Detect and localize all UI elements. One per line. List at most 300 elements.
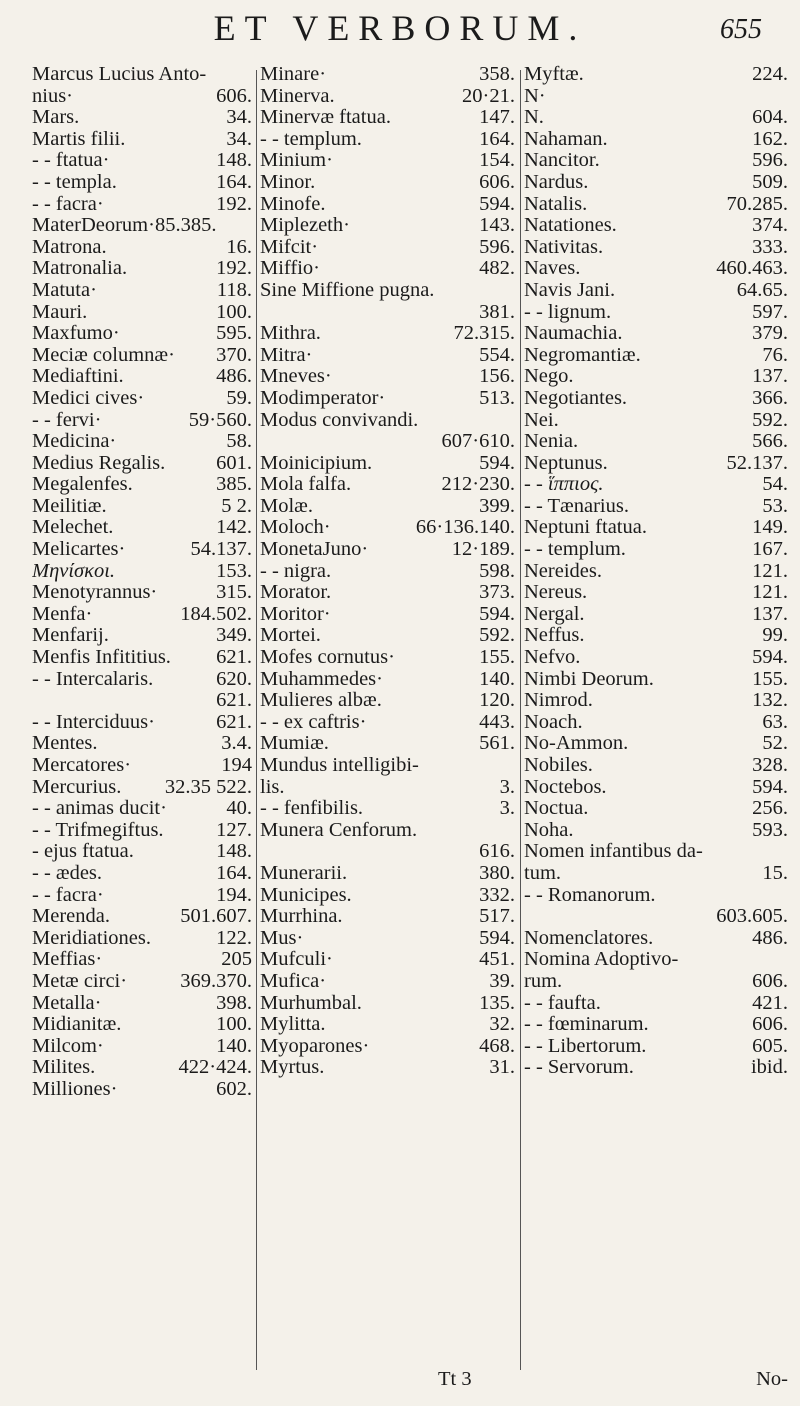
entry-term: Mifcit·: [260, 236, 319, 258]
index-entry: [260, 431, 515, 453]
entry-reference: 621.: [216, 711, 252, 733]
entry-reference: 349.: [216, 625, 252, 647]
entry-term: - - templum.: [524, 539, 626, 561]
entry-term: Neptunus.: [524, 452, 608, 474]
index-entry: [260, 496, 515, 518]
index-entry: [524, 107, 788, 129]
index-entry: [260, 215, 515, 237]
entry-term: Nimrod.: [524, 690, 593, 712]
entry-term: - - ex caftris·: [260, 711, 367, 733]
entry-term: Negotiantes.: [524, 387, 628, 409]
entry-reference: 58.: [226, 431, 252, 453]
entry-term: - - ftatua·: [32, 150, 110, 172]
index-entry: [260, 345, 515, 367]
entry-reference: 594.: [479, 927, 515, 949]
index-entry: [32, 410, 252, 432]
entry-term: Mola falfa.: [260, 474, 352, 496]
index-entry: [32, 258, 252, 280]
index-entry: [32, 971, 252, 993]
entry-reference: 32.35 522.: [164, 776, 252, 798]
entry-reference: 137.: [752, 366, 788, 388]
entry-term: Munera Cenforum.: [260, 819, 418, 841]
entry-term: Nei.: [524, 409, 559, 431]
entry-term: Nativitas.: [524, 236, 604, 258]
entry-reference: 142.: [216, 517, 252, 539]
index-entry: [260, 323, 515, 345]
entry-term: Murrhina.: [260, 906, 343, 928]
index-entry: [260, 1057, 515, 1079]
entry-term: Moinicipium.: [260, 452, 373, 474]
entry-term: - - Servorum.: [524, 1057, 634, 1079]
entry-reference: 127.: [216, 819, 252, 841]
entry-reference: 592.: [752, 409, 788, 431]
entry-term: MonetaJuno·: [260, 539, 369, 561]
signature-mark: Tt 3: [438, 1368, 472, 1390]
entry-reference: 224.: [752, 64, 788, 85]
index-entry: [32, 582, 252, 604]
index-entry: [32, 194, 252, 216]
entry-term: Noctebos.: [524, 776, 607, 798]
index-entry: [524, 431, 788, 453]
entry-term: - - ædes.: [32, 862, 103, 884]
index-entry: [260, 885, 515, 907]
index-entry: [260, 669, 515, 691]
index-entry: [260, 777, 515, 799]
entry-reference: 52.137.: [726, 452, 788, 474]
entry-reference: 597.: [752, 301, 788, 323]
entry-reference: 164.: [216, 862, 252, 884]
entry-term: Medius Regalis.: [32, 452, 166, 474]
entry-term: Meridiationes.: [32, 927, 151, 949]
index-entry: [32, 237, 252, 259]
index-entry: [524, 733, 788, 755]
index-entry: [32, 323, 252, 345]
index-entry: [524, 474, 788, 496]
index-entry: [32, 86, 252, 108]
index-entry: [260, 86, 515, 108]
entry-term: Minofe.: [260, 193, 326, 215]
entry-reference: 517.: [479, 906, 515, 928]
entry-reference: 99.: [762, 625, 788, 647]
index-entry: [524, 539, 788, 561]
entry-reference: 256.: [752, 798, 788, 820]
index-entry: [32, 625, 252, 647]
index-entry: [260, 928, 515, 950]
entry-reference: 451.: [479, 949, 515, 971]
entry-reference: 31.: [489, 1057, 515, 1079]
entry-reference: 148.: [216, 841, 252, 863]
index-entry: [524, 453, 788, 475]
entry-term: rum.: [524, 970, 563, 992]
entry-reference: 120.: [479, 690, 515, 712]
index-entry: [260, 388, 515, 410]
entry-reference: 148.: [216, 150, 252, 172]
entry-reference: 366.: [752, 387, 788, 409]
entry-term: Mofes cornutus·: [260, 647, 395, 669]
entry-reference: 606.: [752, 970, 788, 992]
entry-term: - - templum.: [260, 128, 362, 150]
entry-reference: 594.: [752, 776, 788, 798]
entry-term: Mulieres albæ.: [260, 690, 382, 712]
entry-term: Morator.: [260, 582, 332, 604]
index-entry: [524, 582, 788, 604]
entry-term: Noha.: [524, 819, 574, 841]
entry-reference: 594.: [479, 452, 515, 474]
entry-reference: 164.: [479, 128, 515, 150]
entry-reference: 155.: [479, 647, 515, 669]
entry-term: Menfis Infititius.: [32, 647, 171, 669]
entry-term: Mitra·: [260, 344, 313, 366]
entry-term: Metalla·: [32, 992, 102, 1014]
entry-term: Meilitiæ.: [32, 495, 107, 517]
entry-reference: 332.: [479, 884, 515, 906]
entry-reference: 63.: [762, 711, 788, 733]
entry-term: Mneves·: [260, 366, 332, 388]
index-entry: [524, 496, 788, 518]
index-entry: [32, 690, 252, 712]
index-entry: [524, 129, 788, 151]
entry-term: Medici cives·: [32, 387, 145, 409]
entry-reference: 399.: [479, 495, 515, 517]
entry-term: - ejus ftatua.: [32, 841, 134, 863]
entry-reference: 135.: [479, 992, 515, 1014]
index-entry: [260, 582, 515, 604]
entry-reference: 482.: [479, 258, 515, 280]
entry-reference: 616.: [479, 841, 515, 863]
entry-term: Mithra.: [260, 323, 321, 345]
entry-reference: 443.: [479, 711, 515, 733]
index-entry: [260, 366, 515, 388]
entry-term: - - animas ducit·: [32, 798, 167, 820]
entry-term: Naumachia.: [524, 323, 623, 345]
entry-term: MaterDeorum·85.385.: [32, 215, 217, 237]
entry-term: Menfarij.: [32, 625, 109, 647]
index-entry: [524, 712, 788, 734]
entry-reference: 381.: [479, 301, 515, 323]
entry-reference: 422·424.: [178, 1057, 252, 1079]
entry-term: Mortei.: [260, 625, 321, 647]
index-entry: [32, 107, 252, 129]
entry-term: - - faufta.: [524, 992, 601, 1014]
index-entry: [260, 993, 515, 1015]
entry-reference: 602.: [216, 1078, 252, 1100]
entry-term: Mars.: [32, 107, 80, 129]
index-entry: [32, 302, 252, 324]
index-entry: [260, 194, 515, 216]
index-entry: [260, 107, 515, 129]
entry-term: Minium·: [260, 150, 333, 172]
catchword: No-: [756, 1368, 788, 1390]
entry-reference: 596.: [479, 236, 515, 258]
index-entry: [32, 64, 252, 86]
entry-term: Mercatores·: [32, 755, 132, 776]
entry-reference: 54.137.: [190, 539, 252, 561]
entry-reference: 3.: [499, 776, 515, 798]
entry-reference: 59.: [226, 387, 252, 409]
entry-term: lis.: [260, 776, 285, 798]
index-entry: [260, 129, 515, 151]
index-entry: [32, 1014, 252, 1036]
entry-term: Milites.: [32, 1057, 96, 1079]
entry-reference: 16.: [226, 236, 252, 258]
entry-reference: 147.: [479, 107, 515, 129]
entry-term: Nomenclatores.: [524, 927, 654, 949]
entry-reference: 34.: [226, 128, 252, 150]
index-entry: [260, 237, 515, 259]
index-entry: [524, 625, 788, 647]
entry-term: Medicina·: [32, 431, 117, 453]
entry-term: Naves.: [524, 258, 581, 280]
entry-term: Mediaftini.: [32, 366, 124, 388]
index-entry: [524, 798, 788, 820]
index-entry: [260, 863, 515, 885]
index-entry: [260, 1036, 515, 1058]
entry-reference: 606.: [752, 1014, 788, 1036]
entry-reference: 594.: [752, 647, 788, 669]
index-entry: [260, 712, 515, 734]
entry-reference: 137.: [752, 603, 788, 625]
entry-reference: 122.: [216, 927, 252, 949]
entry-reference: 421.: [752, 992, 788, 1014]
index-entry: [32, 1057, 252, 1079]
entry-term: Municipes.: [260, 884, 352, 906]
index-entry: [32, 906, 252, 928]
index-entry: [524, 150, 788, 172]
index-entry: [32, 733, 252, 755]
entry-term: Maxfumo·: [32, 323, 120, 345]
entry-reference: 76.: [762, 344, 788, 366]
entry-term: Nimbi Deorum.: [524, 668, 654, 690]
entry-reference: 212·230.: [441, 474, 515, 496]
index-entry: [32, 928, 252, 950]
entry-reference: 595.: [216, 323, 252, 345]
entry-term: Moritor·: [260, 603, 331, 625]
entry-reference: 369.370.: [180, 970, 252, 992]
index-entry: [32, 1079, 252, 1101]
index-entry: [524, 366, 788, 388]
index-entry: [524, 820, 788, 842]
entry-term: Melechet.: [32, 517, 114, 539]
entry-term: Meciæ columnæ·: [32, 344, 175, 366]
entry-reference: 398.: [216, 992, 252, 1014]
entry-reference: 509.: [752, 171, 788, 193]
index-entry: [32, 366, 252, 388]
index-column-2: [260, 64, 515, 1384]
entry-reference: 52.: [762, 733, 788, 755]
entry-reference: 607·610.: [441, 431, 515, 453]
entry-reference: 34.: [226, 107, 252, 129]
entry-term: N·: [524, 85, 546, 107]
entry-reference: 53.: [762, 495, 788, 517]
entry-reference: 606.: [479, 171, 515, 193]
entry-reference: 3.: [499, 798, 515, 820]
index-entry: [524, 1057, 788, 1079]
entry-term: Minor.: [260, 171, 316, 193]
entry-term: Noach.: [524, 711, 583, 733]
index-entry: [32, 647, 252, 669]
index-entry: [524, 86, 788, 108]
entry-reference: 194.: [216, 884, 252, 906]
index-entry: [260, 949, 515, 971]
entry-reference: 501.607.: [180, 906, 252, 928]
entry-reference: 121.: [752, 560, 788, 582]
index-entry: [260, 64, 515, 86]
entry-reference: 379.: [752, 323, 788, 345]
entry-reference: 59·560.: [188, 409, 252, 431]
entry-reference: 54.: [762, 474, 788, 496]
index-entry: [524, 388, 788, 410]
index-entry: [524, 1036, 788, 1058]
entry-term: Murhumbal.: [260, 992, 362, 1014]
index-entry: [32, 129, 252, 151]
index-entry: [260, 798, 515, 820]
entry-reference: 554.: [479, 344, 515, 366]
entry-reference: 118.: [216, 279, 252, 301]
entry-reference: 205: [221, 949, 252, 971]
entry-term: Molæ.: [260, 495, 313, 517]
entry-reference: 620.: [216, 668, 252, 690]
entry-reference: 143.: [479, 215, 515, 237]
entry-term: Metæ circi·: [32, 970, 128, 992]
entry-term: Miffio·: [260, 258, 320, 280]
entry-term: - - Intercalaris.: [32, 668, 154, 690]
entry-reference: 164.: [216, 171, 252, 193]
page-header: [0, 4, 800, 58]
entry-reference: 72.315.: [453, 323, 515, 345]
entry-reference: 194: [221, 755, 252, 776]
entry-term: Midianitæ.: [32, 1014, 122, 1036]
entry-term: Myftæ.: [524, 64, 584, 85]
index-entry: [32, 1036, 252, 1058]
entry-reference: 561.: [479, 733, 515, 755]
index-entry: [260, 1014, 515, 1036]
index-entry: [32, 388, 252, 410]
entry-term: Mercurius.: [32, 776, 122, 798]
entry-term: Neffus.: [524, 625, 585, 647]
entry-reference: 15.: [762, 862, 788, 884]
entry-reference: 333.: [752, 236, 788, 258]
index-entry: [32, 561, 252, 583]
entry-reference: 328.: [752, 755, 788, 776]
entry-term: Martis filii.: [32, 128, 126, 150]
index-entry: [32, 798, 252, 820]
index-entry: [260, 539, 515, 561]
index-entry: [260, 971, 515, 993]
entry-reference: 70.285.: [726, 193, 788, 215]
entry-reference: 132.: [752, 690, 788, 712]
entry-reference: 149.: [752, 517, 788, 539]
entry-reference: 12·189.: [451, 539, 515, 561]
entry-term: Mentes.: [32, 733, 98, 755]
index-entry: [32, 712, 252, 734]
entry-term: Melicartes·: [32, 539, 126, 561]
entry-term: - - templa.: [32, 171, 117, 193]
entry-term: - - facra·: [32, 193, 104, 215]
entry-term: Meffias·: [32, 949, 103, 971]
index-entry: [32, 841, 252, 863]
index-entry: [524, 280, 788, 302]
index-entry: [260, 150, 515, 172]
index-entry: [524, 64, 788, 86]
entry-reference: 486.: [216, 366, 252, 388]
index-entry: [524, 1014, 788, 1036]
index-entry: [32, 345, 252, 367]
index-entry: [260, 258, 515, 280]
index-entry: [524, 885, 788, 907]
entry-term: Negromantiæ.: [524, 344, 641, 366]
entry-reference: 315.: [216, 582, 252, 604]
entry-term: Matronalia.: [32, 258, 128, 280]
entry-term: Myoparones·: [260, 1035, 370, 1057]
entry-term: - - nigra.: [260, 560, 332, 582]
index-entry: [260, 302, 515, 324]
entry-term: Nahaman.: [524, 128, 608, 150]
index-entry: [32, 453, 252, 475]
entry-reference: 32.: [489, 1014, 515, 1036]
index-entry: [32, 820, 252, 842]
entry-term: No-Ammon.: [524, 733, 629, 755]
index-entry: [524, 410, 788, 432]
entry-term: Mylitta.: [260, 1014, 326, 1036]
entry-term: Noctua.: [524, 798, 589, 820]
index-entry: [524, 993, 788, 1015]
index-entry: [32, 863, 252, 885]
entry-reference: 621.: [216, 690, 252, 712]
entry-term: Neptuni ftatua.: [524, 517, 647, 539]
entry-term: Natalis.: [524, 193, 588, 215]
index-entry: [524, 949, 788, 971]
entry-term: Sine Miffione pugna.: [260, 279, 435, 301]
entry-reference: 385.: [216, 474, 252, 496]
entry-reference: 603.605.: [716, 906, 788, 928]
entry-term: Nereides.: [524, 560, 602, 582]
index-entry: [260, 906, 515, 928]
index-entry: [260, 172, 515, 194]
entry-reference: 380.: [479, 862, 515, 884]
entry-reference: 486.: [752, 927, 788, 949]
entry-term: Nefvo.: [524, 647, 581, 669]
entry-reference: 621.: [216, 647, 252, 669]
index-entry: [32, 215, 252, 237]
index-entry: [32, 949, 252, 971]
index-entry: [32, 172, 252, 194]
entry-reference: 592.: [479, 625, 515, 647]
entry-reference: 373.: [479, 582, 515, 604]
index-entry: [524, 841, 788, 863]
running-title: ET VERBORUM.: [213, 8, 587, 48]
entry-term: - - Romanorum.: [524, 884, 656, 906]
entry-term: - - Interciduus·: [32, 711, 155, 733]
entry-term: Merenda.: [32, 906, 110, 928]
entry-reference: 153.: [216, 560, 252, 582]
entry-term: Megalenfes.: [32, 474, 133, 496]
index-entry: [524, 604, 788, 626]
index-entry: [524, 172, 788, 194]
entry-reference: 601.: [216, 452, 252, 474]
entry-reference: ibid.: [750, 1057, 788, 1079]
entry-reference: 604.: [752, 107, 788, 129]
entry-reference: 594.: [479, 193, 515, 215]
index-entry: [524, 690, 788, 712]
index-entry: [32, 777, 252, 799]
index-entry: [524, 755, 788, 777]
index-entry: [524, 237, 788, 259]
index-entry: [32, 280, 252, 302]
entry-reference: 370.: [216, 344, 252, 366]
index-entry: [260, 474, 515, 496]
entry-term: Matrona.: [32, 236, 107, 258]
index-entry: [524, 928, 788, 950]
